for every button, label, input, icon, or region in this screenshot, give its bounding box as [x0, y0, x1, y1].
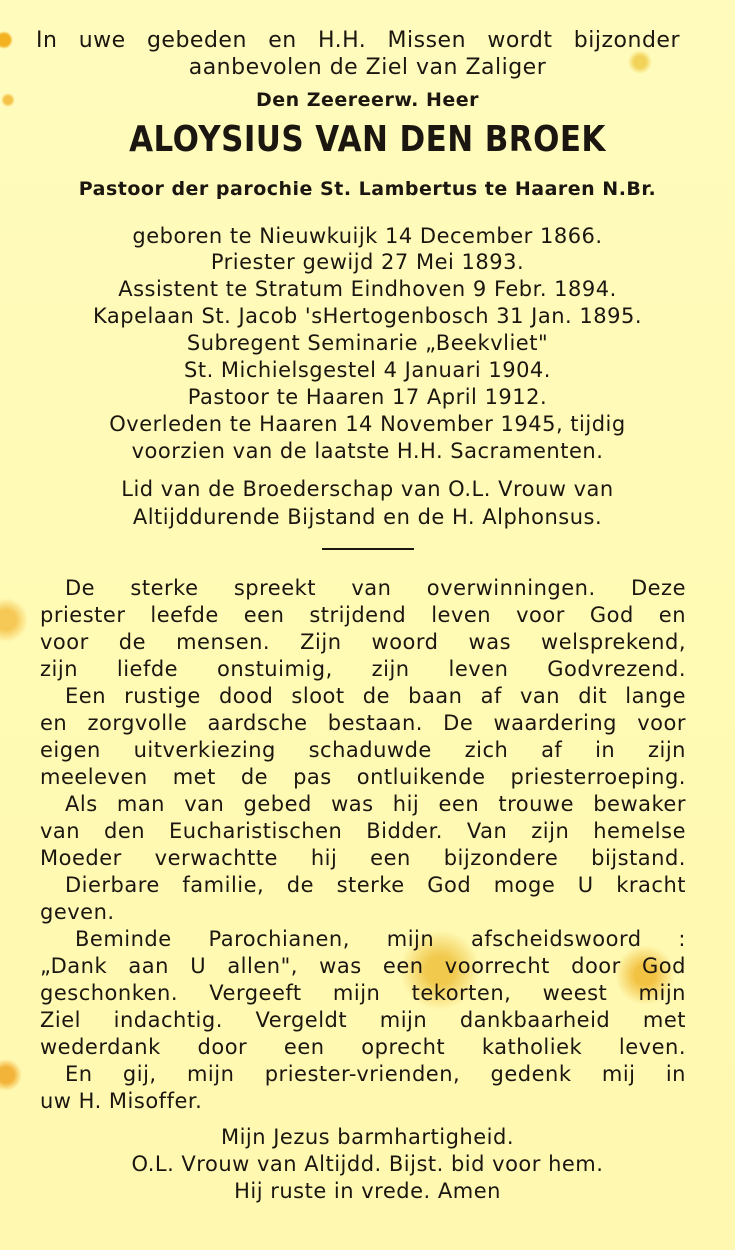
body-line: Moeder verwachtte hij een bijzondere bijstand.	[40, 846, 686, 870]
body-line: van den Eucharistischen Bidder. Van zijn hemelse	[40, 819, 686, 843]
body-line: Beminde Parochianen, mijn afscheidswoord :	[75, 927, 686, 951]
body-line: Een rustige dood sloot de baan af van dit lange	[65, 684, 686, 708]
bio-line: voorzien van de laatste H.H. Sacramenten.	[131, 439, 604, 463]
body-line: Ziel indachtig. Vergeldt mijn dankbaarheid met	[40, 1008, 686, 1032]
body-line: Dierbare familie, de sterke God moge U kracht	[65, 873, 686, 897]
body-line: De sterke spreekt van overwinningen. Deze	[65, 576, 686, 600]
membership-line: Lid van de Broederschap van O.L. Vrouw van	[121, 477, 614, 501]
body-line: voor de mensen. Zijn woord was welsprekend,	[40, 630, 686, 654]
body-line: „Dank aan U allen", was een voorrecht door God	[40, 954, 686, 978]
body-line: uw H. Misoffer.	[40, 1089, 203, 1113]
position-title: Pastoor der parochie St. Lambertus te Haaren N.Br.	[78, 178, 657, 200]
body-line: geven.	[40, 900, 115, 924]
bio-line: Pastoor te Haaren 17 April 1912.	[187, 385, 548, 409]
body-line: eigen uitverkiezing schaduwde zich af in zijn	[40, 738, 686, 762]
closing-line: Mijn Jezus barmhartigheid.	[220, 1125, 515, 1149]
body-line: geschonken. Vergeeft mijn tekorten, weest mijn	[40, 981, 686, 1005]
deceased-name: ALOYSIUS VAN DEN BROEK	[129, 119, 606, 160]
body-line: wederdank door een oprecht katholiek leven.	[40, 1035, 686, 1059]
honorific: Den Zeereerw. Heer	[255, 89, 480, 111]
body-line: zijn liefde onstuimig, zijn leven Godvrezend.	[40, 657, 686, 681]
bio-line: Assistent te Stratum Eindhoven 9 Febr. 1894.	[118, 277, 617, 301]
membership-line: Altijddurende Bijstand en de H. Alphonsus.	[132, 505, 603, 529]
body-line: priester leefde een strijdend leven voor God en	[40, 603, 686, 627]
closing-line: O.L. Vrouw van Altijdd. Bijst. bid voor hem.	[131, 1152, 604, 1176]
closing-line: Hij ruste in vrede. Amen	[234, 1179, 501, 1203]
body-line: Als man van gebed was hij een trouwe bewaker	[65, 792, 686, 816]
separator-rule	[322, 548, 414, 550]
body-line: meeleven met de pas ontluikende priesterroeping.	[40, 765, 686, 789]
bio-line: geboren te Nieuwkuijk 14 December 1866.	[132, 224, 603, 248]
bio-line: Priester gewijd 27 Mei 1893.	[210, 250, 525, 274]
bio-line: St. Michielsgestel 4 Januari 1904.	[184, 358, 551, 382]
bio-line: Subregent Seminarie „Beekvliet"	[186, 331, 549, 355]
bio-line: Kapelaan St. Jacob 'sHertogenbosch 31 Jan. 1895.	[92, 304, 643, 328]
body-line: en zorgvolle aardsche bestaan. De waardering voor	[40, 711, 686, 735]
body-line: En gij, mijn priester-vrienden, gedenk mij in	[65, 1062, 686, 1086]
intro-line-2: aanbevolen de Ziel van Zaliger	[188, 55, 547, 80]
bio-line: Overleden te Haaren 14 November 1945, tijdig	[109, 412, 626, 436]
intro-line-1: In uwe gebeden en H.H. Missen wordt bijzonder	[36, 28, 680, 53]
